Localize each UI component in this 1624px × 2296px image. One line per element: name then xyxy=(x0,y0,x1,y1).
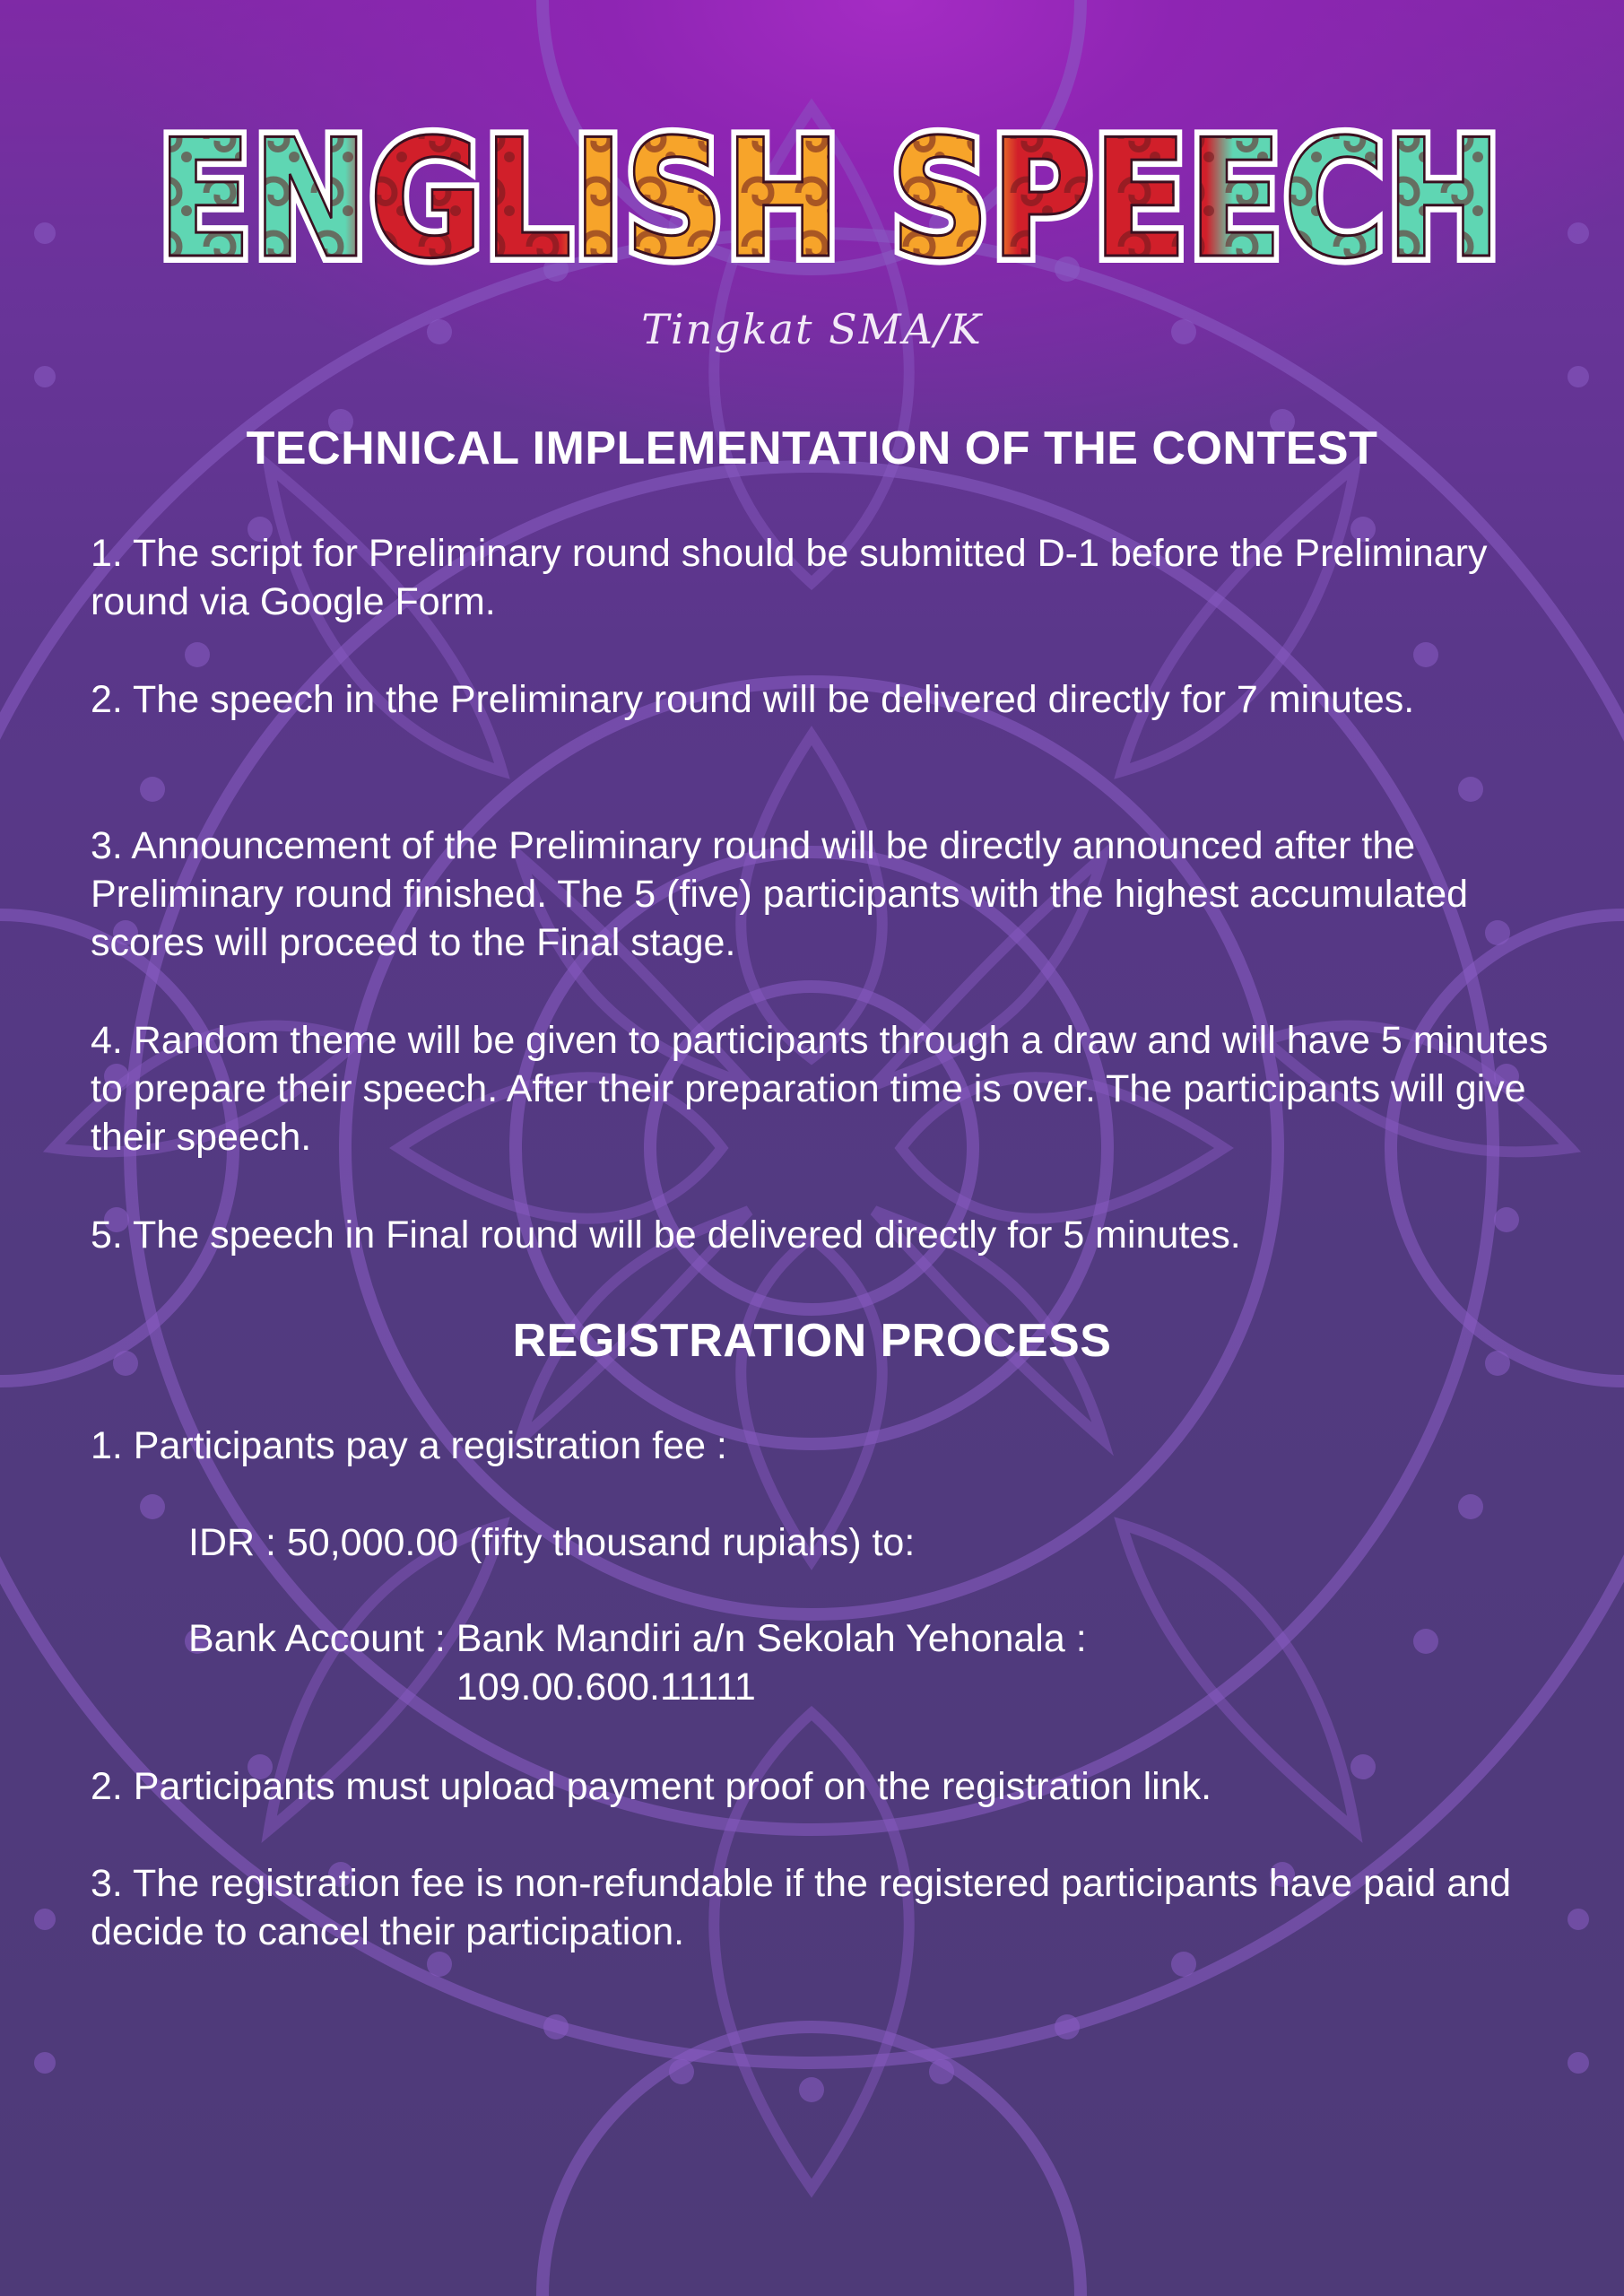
subtitle: Tingkat SMA/K xyxy=(641,305,983,353)
technical-item-5: 5. The speech in Final round will be delivered directly for 5 minutes. xyxy=(91,1213,1241,1257)
bank-account-detail: Bank Mandiri a/n Sekolah Yehonala : 109.00.600.11111 xyxy=(456,1617,1087,1709)
technical-item-1: 1. The script for Preliminary round should be submitted D-1 before the Preliminary round via Google Form. xyxy=(91,532,1488,623)
registration-item-1: 1. Participants pay a registration fee : xyxy=(91,1424,727,1467)
bank-account xyxy=(188,1614,1264,1711)
registration-heading: REGISTRATION PROCESS xyxy=(512,1315,1112,1367)
technical-item-4: 4. Random theme will be given to participants through a draw and will have 5 minutes to prepare their speech. After their preparation time is over. The participants will give their speech. xyxy=(91,1019,1549,1159)
svg-text:ENGLISH SPEECH: ENGLISH SPEECH xyxy=(157,112,1502,283)
registration-item-3: 3. The registration fee is non-refundable if the registered participants have paid and decide to cancel their participation. xyxy=(91,1862,1512,1953)
technical-item-3: 3. Announcement of the Preliminary round will be directly announced after the Preliminary round finished. The 5 (five) participants with the highest accumulated scores will proceed to the Final stage. xyxy=(91,824,1469,964)
registration-fee: IDR : 50,000.00 (fifty thousand rupiahs) to: xyxy=(188,1521,916,1564)
bank-account-label: Bank Account : xyxy=(188,1617,456,1660)
svg-text:ENGLISH SPEECH: ENGLISH SPEECH xyxy=(157,112,1502,283)
technical-item-2: 2. The speech in the Preliminary round will be delivered directly for 7 minutes. xyxy=(91,678,1415,721)
title-graphic xyxy=(143,112,1515,283)
svg-text:ENGLISH SPEECH: ENGLISH SPEECH xyxy=(157,112,1502,283)
technical-heading: TECHNICAL IMPLEMENTATION OF THE CONTEST xyxy=(246,422,1378,474)
title-logo xyxy=(143,112,1515,283)
registration-item-2: 2. Participants must upload payment proof on the registration link. xyxy=(91,1765,1212,1808)
